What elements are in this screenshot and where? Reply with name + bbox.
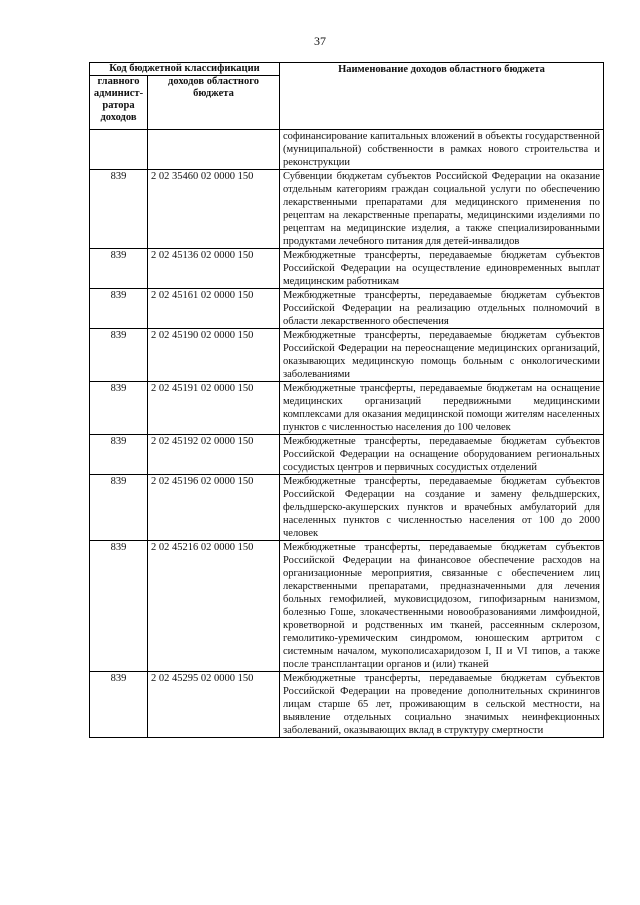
income-code-cell [148,130,280,170]
income-code-cell: 2 02 45190 02 0000 150 [148,329,280,382]
table-row [90,435,604,475]
table-row [90,170,604,249]
income-name-cell: софинансирование капитальных вложений в объекты государственной (муниципальной) собственности в рамках нового строительства и реконструкции [280,130,604,170]
admin-code-cell: 839 [90,170,148,249]
table-row [90,289,604,329]
admin-code-cell: 839 [90,541,148,672]
income-code-cell: 2 02 45192 02 0000 150 [148,435,280,475]
income-name-cell: Межбюджетные трансферты, передаваемые бюджетам субъектов Российской Федерации на осуществление единовременных выплат медицинским работникам [280,249,604,289]
header-income-code: доходов областного бюджета [148,76,280,130]
header-name: Наименование доходов областного бюджета [280,63,604,130]
table-row [90,475,604,541]
table-row [90,382,604,435]
admin-code-cell: 839 [90,289,148,329]
header-budget-classification: Код бюджетной классификации [90,63,280,76]
income-code-cell: 2 02 45216 02 0000 150 [148,541,280,672]
table-body [90,130,604,738]
admin-code-cell: 839 [90,249,148,289]
admin-code-cell: 839 [90,435,148,475]
table-row [90,541,604,672]
income-name-cell: Межбюджетные трансферты, передаваемые бюджетам субъектов Российской Федерации на реализацию отдельных полномочий в области лекарственного обеспечения [280,289,604,329]
admin-code-cell: 839 [90,672,148,738]
income-name-cell: Межбюджетные трансферты, передаваемые бюджетам субъектов Российской Федерации на финансовое обеспечение расходов на организационные мероприятия, связанные с обеспечением лиц лекарственными препаратами, предназначенными для лечения больных гемофилией, муковисцидозом, гипофизарным нанизмом, болезнью Гоше, злокачественными новообразованиями лимфоидной, кроветворной и родственных им тканей, рассеянным склерозом, гемолитико-уремическим синдромом, юношеским артритом с системным началом, мукополисахаридозом I, II и VI типов, а также после трансплантации органов и (или) тканей [280,541,604,672]
table-row [90,249,604,289]
table-row [90,329,604,382]
income-code-cell: 2 02 45191 02 0000 150 [148,382,280,435]
income-name-cell: Межбюджетные трансферты, передаваемые бюджетам субъектов Российской Федерации на переоснащение медицинских организаций, оказывающих медицинскую помощь больным с онкологическими заболеваниями [280,329,604,382]
header-admin-code: главного админист-ратора доходов [90,76,148,130]
income-code-cell: 2 02 45161 02 0000 150 [148,289,280,329]
admin-code-cell: 839 [90,382,148,435]
table-row [90,672,604,738]
income-code-cell: 2 02 45136 02 0000 150 [148,249,280,289]
admin-code-cell: 839 [90,475,148,541]
admin-code-cell [90,130,148,170]
income-name-cell: Межбюджетные трансферты, передаваемые бюджетам субъектов Российской Федерации на оснащение оборудованием региональных сосудистых центров и первичных сосудистых отделений [280,435,604,475]
income-name-cell: Межбюджетные трансферты, передаваемые бюджетам на оснащение медицинских организаций передвижными медицинскими комплексами для оказания медицинской помощи жителям населенных пунктов с численностью населения до 100 человек [280,382,604,435]
income-code-cell: 2 02 45196 02 0000 150 [148,475,280,541]
income-name-cell: Межбюджетные трансферты, передаваемые бюджетам субъектов Российской Федерации на проведение дополнительных скринингов лицам старше 65 лет, проживающим в сельской местности, на выявление отдельных социально значимых неинфекционных заболеваний, оказывающих вклад в структуру смертности [280,672,604,738]
income-code-cell: 2 02 35460 02 0000 150 [148,170,280,249]
income-code-cell: 2 02 45295 02 0000 150 [148,672,280,738]
admin-code-cell: 839 [90,329,148,382]
table-row [90,130,604,170]
income-name-cell: Субвенции бюджетам субъектов Российской Федерации на оказание отдельным категориям граждан социальной услуги по обеспечению лекарственными препаратами для медицинского применения по рецептам на лекарственные препараты, медицинскими изделиями по рецептам на медицинские изделия, а также специализированными продуктами лечебного питания для детей-инвалидов [280,170,604,249]
page-number: 37 [314,34,326,48]
budget-classification-table [89,62,604,738]
income-name-cell: Межбюджетные трансферты, передаваемые бюджетам субъектов Российской Федерации на создание и замену фельдшерских, фельдшерско-акушерских пунктов и врачебных амбулаторий для населенных пунктов с численностью населения от 100 до 2000 человек [280,475,604,541]
